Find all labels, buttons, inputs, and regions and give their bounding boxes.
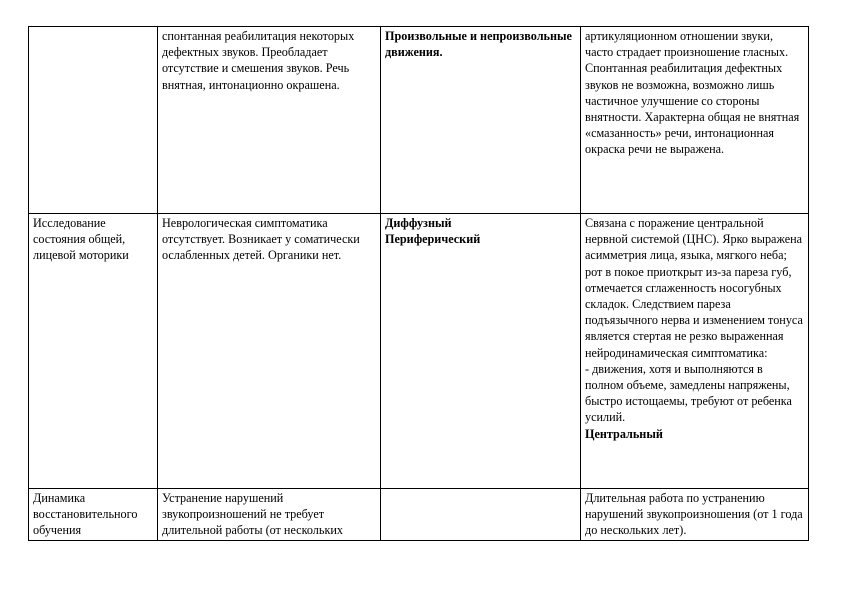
type-diffuse: Диффузный [385, 216, 452, 230]
table-cell-functional [158, 489, 381, 541]
criterion-text: Динамика восстановительного обучения [33, 491, 138, 538]
organic-type-label: Центральный [585, 426, 663, 441]
functional-text: Устранение нарушений звукопроизношений не требует длительной работы (от нескольких [162, 491, 343, 538]
organic-text: Длительная работа по устранению нарушений звукопроизношения (от 1 года до нескольких лет). [585, 491, 803, 538]
organic-description: Связана с поражение центральной нервной системой (ЦНС). Ярко выражена асимметрия лица, языка, мягкого неба; рот в покое приоткрыт из-за пареза губ, отмечается сглаженность носогубных складок. Следствием пареза подъязычного нерва и изменением тонуса является стертая не резко выраженная нейродинамическая симптоматика: [585, 216, 803, 360]
table-cell-organic [581, 489, 809, 541]
table-cell-type [381, 489, 581, 541]
table-cell-type: Произвольные и непроизвольные движения. [381, 27, 581, 214]
table-cell-organic: артикуляционном отношении звуки, часто страдает произношение гласных. Спонтанная реабилитация дефектных звуков не возможна, возможно лишь частичное улучшение со стороны внятности. Характерна общая не внятная «смазанность» речи, интонационная окраска речи не выражена. [581, 27, 809, 214]
organic-list-item: - движения, хотя и выполняются в полном объеме, замедлены напряжены, быстро истощаемы, требуют от ребенка усилий. [585, 361, 792, 425]
table-row [29, 489, 809, 541]
table-cell-criterion [29, 27, 158, 214]
table-cell-criterion: Исследование состояния общей, лицевой моторики [29, 214, 158, 489]
table-cell-criterion [29, 489, 158, 541]
comparison-table [28, 26, 809, 541]
table-cell-type [381, 214, 581, 489]
table-cell-organic [581, 214, 809, 489]
type-peripheral: Периферический [385, 232, 481, 247]
table-row [29, 214, 809, 489]
table-cell-functional: Неврологическая симптоматика отсутствует. Возникает у соматически ослабленных детей. Органики нет. [158, 214, 381, 489]
table-row [29, 27, 809, 214]
table-cell-functional: спонтанная реабилитация некоторых дефектных звуков. Преобладает отсутствие и смешения звуков. Речь внятная, интонационно окрашена. [158, 27, 381, 214]
